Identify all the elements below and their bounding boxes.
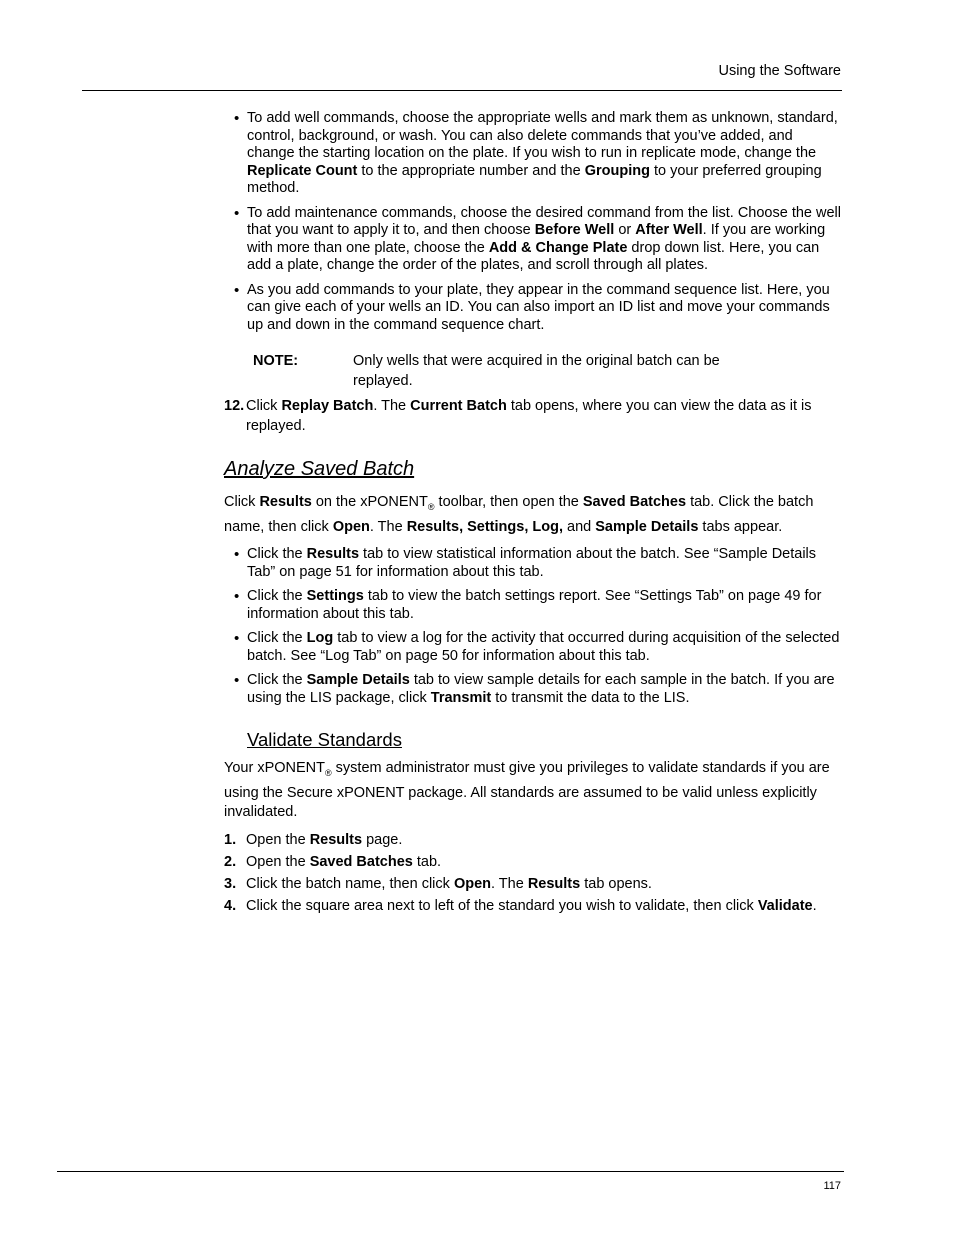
- step-number: 12.: [224, 398, 245, 414]
- text-run: Click the: [247, 546, 307, 562]
- analyze-bullet-item: [224, 546, 844, 581]
- text-run: . The: [369, 518, 407, 535]
- analyze-bullet-item: [224, 588, 844, 623]
- analyze-intro-paragraph: [224, 493, 844, 537]
- bold-term: Results: [259, 494, 312, 510]
- text-run: Click the square area next to left of the standard you wish to validate, then click: [246, 897, 758, 914]
- text-run: or: [614, 222, 636, 238]
- bold-term: Sample Details: [306, 672, 410, 688]
- bold-term: Before Well: [534, 222, 615, 238]
- note-block: [253, 352, 844, 391]
- text-run: To add well commands, choose the appropriate wells and mark them as unknown, standard, control, background, or wash. You can also delete commands that you’ve added, and change the starting location on the plate. If you wish to run in replicate mode, change the: [247, 110, 838, 161]
- bold-term: Settings: [306, 588, 364, 604]
- text-run: .: [812, 897, 817, 914]
- analyze-bullet-item: [224, 630, 844, 665]
- note-label: NOTE:: [253, 353, 299, 369]
- command-bullet-list: [224, 110, 844, 334]
- text-run: Your xPONENT: [224, 760, 325, 776]
- bold-term: Open: [332, 518, 370, 535]
- text-run: tabs appear.: [698, 518, 783, 535]
- text-run: tab opens.: [580, 875, 652, 892]
- bold-term: Replicate Count: [247, 162, 358, 179]
- text-run: tab. Click the batch name, then click: [224, 494, 814, 535]
- text-run: Open the: [246, 831, 310, 848]
- note-text: Only wells that were acquired in the original batch can be replayed.: [353, 353, 720, 389]
- text-run: to transmit the data to the LIS.: [491, 689, 690, 706]
- bold-term: Results: [306, 546, 360, 562]
- bold-term: Add & Change Plate: [488, 239, 628, 256]
- text-run: to the appropriate number and the: [357, 162, 585, 179]
- bold-term: Open: [453, 875, 491, 892]
- step-item: [224, 832, 844, 850]
- bold-term: Results, Settings, Log,: [406, 518, 563, 535]
- text-run: tab opens, where you can view the data as it is replayed.: [246, 398, 812, 434]
- step-item: [224, 876, 844, 894]
- text-run: As you add commands to your plate, they appear in the command sequence list. Here, you can give each of your wells an ID. You can also import an ID list and move your commands up and down in the command sequence chart.: [247, 281, 830, 333]
- running-header: Using the Software: [718, 63, 841, 79]
- text-run: To add maintenance commands, choose the desired command from the list. Choose the well that you want to apply it to, and then choose: [247, 204, 842, 238]
- bold-term: Log: [306, 630, 334, 646]
- text-run: tab.: [412, 853, 442, 870]
- text-run: on the xPONENT: [311, 494, 428, 510]
- subheading-validate-standards: Validate Standards: [247, 729, 402, 750]
- bold-term: Saved Batches: [582, 494, 687, 510]
- bold-term: Sample Details: [595, 518, 699, 535]
- text-run: to your preferred grouping method.: [247, 162, 822, 196]
- step-item: [224, 898, 844, 916]
- command-bullet-item: [224, 205, 844, 275]
- bold-term: After Well: [635, 222, 703, 238]
- bold-term: Grouping: [584, 162, 650, 179]
- text-run: page.: [362, 831, 403, 848]
- bold-term: Current Batch: [410, 398, 507, 414]
- bold-term: Results: [309, 831, 363, 848]
- text-run: . If you are working with more than one plate, choose the: [247, 222, 826, 256]
- bold-term: Results: [527, 875, 581, 892]
- command-bullet-item: [224, 282, 844, 335]
- bold-term: Replay Batch: [281, 398, 374, 414]
- step-number: 4.: [224, 897, 237, 914]
- text-run: tab to view a log for the activity that occurred during acquisition of the selected batch. See “Log Tab” on page 50 for information about this tab.: [247, 630, 840, 664]
- step-12: [224, 397, 844, 436]
- footer-rule: [57, 1171, 844, 1172]
- validate-intro-paragraph: [224, 759, 844, 823]
- page-content: [224, 110, 844, 920]
- text-run: . The: [373, 398, 411, 414]
- step-number: 3.: [224, 875, 237, 892]
- text-run: tab to view the batch settings report. See “Settings Tab” on page 49 for information about this tab.: [247, 588, 822, 622]
- analyze-bullet-list: [224, 546, 844, 707]
- text-run: system administrator must give you privileges to validate standards if you are using the Secure xPONENT package. All standards are assumed to be valid unless explicitly invalidated.: [224, 760, 830, 820]
- text-run: Click the batch name, then click: [246, 875, 454, 892]
- analyze-bullet-item: [224, 672, 844, 707]
- text-run: . The: [491, 875, 528, 892]
- text-run: tab to view sample details for each sample in the batch. If you are using the LIS package, click: [247, 672, 835, 706]
- text-run: Click the: [247, 588, 307, 604]
- registered-mark: ®: [427, 502, 435, 512]
- text-run: Click: [246, 398, 282, 414]
- text-run: Open the: [246, 853, 310, 870]
- step-item: [224, 854, 844, 872]
- step-number: 1.: [224, 831, 237, 848]
- text-run: Click: [224, 494, 260, 510]
- text-run: drop down list. Here, you can add a plate, change the order of the plates, and scroll through all plates.: [247, 239, 820, 273]
- text-run: toolbar, then open the: [434, 494, 583, 510]
- step-number: 2.: [224, 853, 237, 870]
- command-bullet-item: [224, 110, 844, 198]
- text-run: and: [562, 518, 596, 535]
- text-run: Click the: [247, 672, 307, 688]
- text-run: Click the: [247, 630, 307, 646]
- bold-term: Saved Batches: [309, 853, 413, 870]
- section-heading-analyze-saved-batch: Analyze Saved Batch: [224, 458, 415, 480]
- bold-term: Validate: [757, 897, 813, 914]
- header-rule: [82, 90, 842, 91]
- validate-steps-list: [224, 832, 844, 916]
- text-run: tab to view statistical information about the batch. See “Sample Details Tab” on page 51 for information about this tab.: [247, 546, 817, 580]
- bold-term: Transmit: [430, 689, 492, 706]
- registered-mark: ®: [325, 768, 332, 778]
- step-text: [246, 398, 812, 434]
- page-number: 117: [823, 1180, 841, 1192]
